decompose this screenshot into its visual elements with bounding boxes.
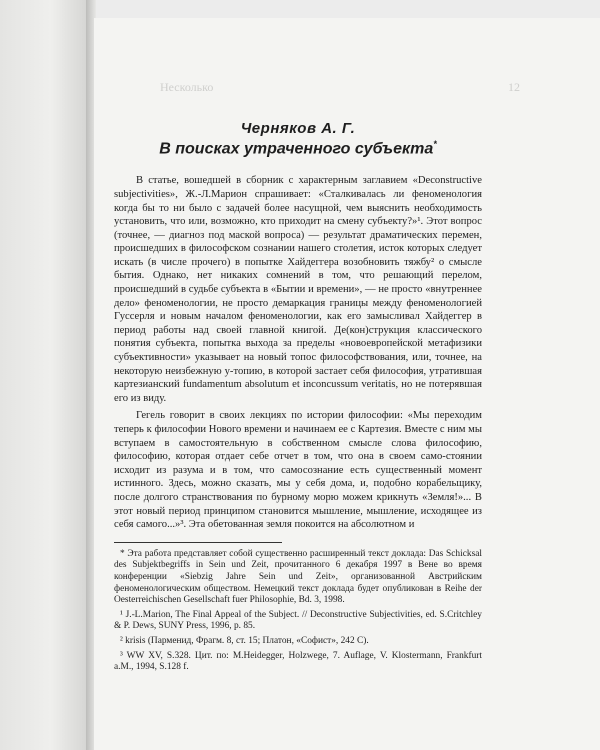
running-header-right: 12 <box>508 80 520 94</box>
article-title <box>114 139 482 158</box>
paragraph: В статье, вошедшей в сборник с характерным заглавием «Deconstructive subjectivities», Ж.-Л.Марион спрашивает: «Сталкивалась ли феноменология когда бы то ни было с задачей более насущной, чем выяснить необходимость установить, что или, возможно, кто приходит на смену субъекту?»¹. Этот вопрос (точнее, — диагноз под маской вопроса) — результат драматических перемен, происшедших в философском сознании нашего столетия, исток которых следует искать (в числе прочего) в попытке Хайдеггера возобновить тяжбу² о смысле бытия. Однако, нет никаких сомнений в том, что решающий перелом, происшедший в судьбе субъекта в «Бытии и времени», — не просто «внутреннее дело» феноменологии, не просто демаркация границы между феноменологией Гуссерля и новым началом феноменологии, как его замысливал Хайдеггер в период работы над своей главной книгой. Де(кон)струкция классического понятия субъекта, попытка выхода за пределы «новоевропейской метафизики субъективности» указывает на новый топос философствования, или, точнее, на некоторую неизбежную у-топию, в которой застает себя философия, утратившая картезианский fundamentum absolutum et inconcussum veritatis, но не потерявшая его из виду. <box>114 175 482 404</box>
footnote: ² krisis (Парменид, Фрагм. 8, ст. 15; Платон, «Софист», 242 С). <box>120 635 369 646</box>
previous-page-edge <box>0 0 92 750</box>
article-body <box>114 120 482 677</box>
footnote: * Эта работа представляет собой существенно расширенный текст доклада: Das Schicksal des Subjektbegriffs in Sein und Zeit, прочитанного 6 декабря 1997 в Вене во время конференции «Siebzig Jahre Sein und Zeit», организованной Австрийским феноменологическим обществом. Немецкий текст доклада будет опубликован в Reihe der Oesterreichischen Gesellschaft fuer Philosophie, Bd. 3, 1998. <box>114 548 482 606</box>
paragraph: Гегель говорит в своих лекциях по истории философии: «Мы переходим теперь к философии Нового времени и начинаем ее с Картезия. Вместе с ним мы вступаем в самостоятельную в собственном смысле слова философию, философию, которая отдает себе отчет в том, что она в своем само-стоянии исходит из разума и в том, что самосознание есть существенный момент истинного. Здесь, можно сказать, мы у себя дома, и, подобно корабельщику, после долгого странствования по бурному морю можем крикнуть «Земля!»... В этот новый период принципом становится мышление, мышление, исходящее из себя самого...»³. Эта обетованная земля покоится на абсолютном и <box>114 410 482 531</box>
footnote: ³ WW XV, S.328. Цит. по: M.Heidegger, Holzwege, 7. Auflage, V. Klostermann, Frankfurt a.M., 1994, S.128 f. <box>114 650 482 673</box>
article-title-text: В поисках утраченного субъекта <box>159 140 434 158</box>
article-author: Черняков А. Г. <box>240 120 356 137</box>
footnote-separator <box>114 542 282 543</box>
footnote: ¹ J.-L.Marion, The Final Appeal of the Subject. // Deconstructive Subjectivities, ed. S.Critchley & P. Dews, SUNY Press, 1996, p. 85. <box>114 609 482 632</box>
title-footnote-mark: * <box>433 139 437 149</box>
show-through-running-header <box>160 80 520 95</box>
running-header-left: Несколько <box>160 80 214 94</box>
